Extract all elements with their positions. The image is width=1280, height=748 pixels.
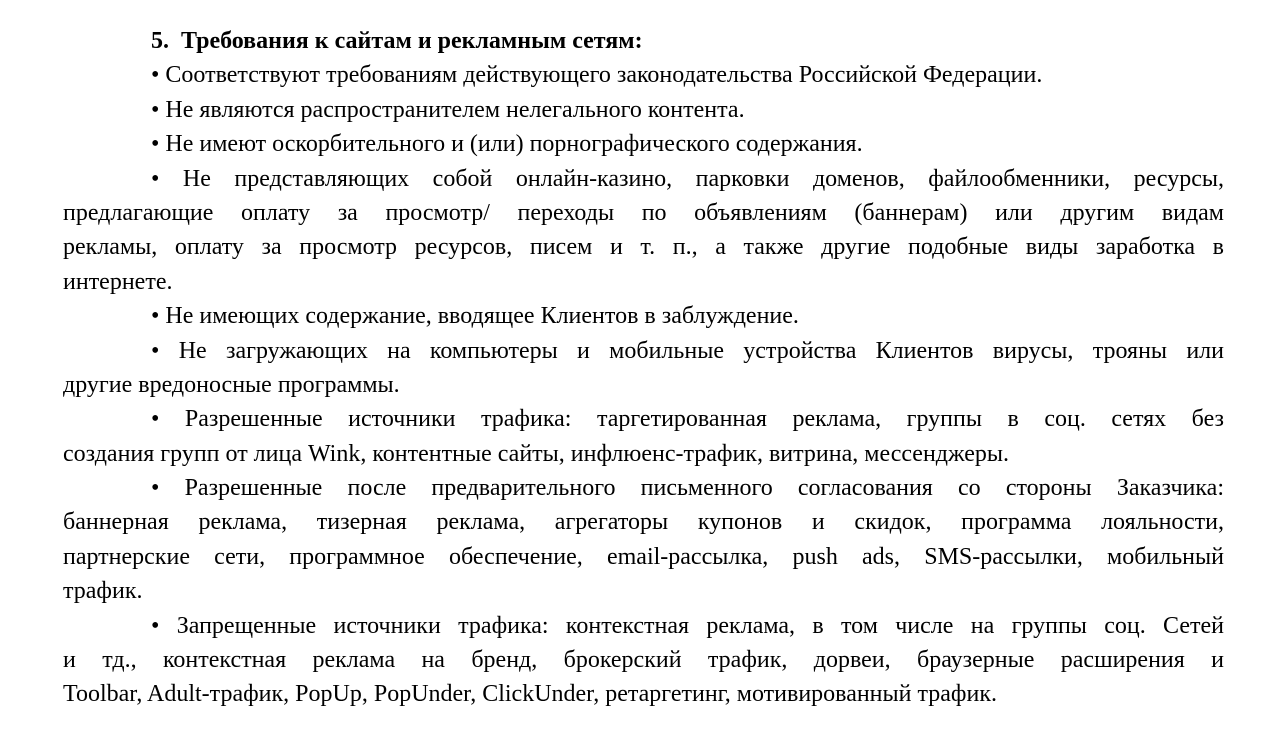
text-line: • Не являются распространителем нелегального контента.	[151, 96, 745, 123]
heading-line: 5. Требования к сайтам и рекламным сетям:	[151, 28, 643, 54]
bullet-item-forbidden-traffic	[63, 609, 1224, 712]
bullet-item-illegal-content	[63, 93, 1224, 127]
text-line: • Не имеющих содержание, вводящее Клиентов в заблуждение.	[151, 303, 799, 330]
text-line: • Запрещенные источники трафика: контекстная реклама, в том числе на группы соц. Сетей	[151, 612, 1224, 639]
text-line: • Разрешенные после предварительного письменного согласования со стороны Заказчика:	[151, 475, 1224, 502]
text-line: трафик.	[63, 578, 143, 605]
text-line: предлагающие оплату за просмотр/ переходы по объявлениям (баннерам) или другим видам	[63, 199, 1224, 226]
text-line: другие вредоносные программы.	[63, 371, 400, 398]
text-line: создания групп от лица Wink, контентные сайты, инфлюенс-трафик, витрина, мессенджеры.	[63, 440, 1010, 467]
bullet-item-legislation	[63, 58, 1224, 92]
text-line: и тд., контекстная реклама на бренд, брокерский трафик, дорвеи, браузерные расширения и	[63, 647, 1224, 674]
text-line: • Разрешенные источники трафика: таргетированная реклама, группы в соц. сетях без	[151, 406, 1224, 433]
bullet-item-malware	[63, 334, 1224, 403]
bullet-item-casino-parking	[63, 162, 1224, 300]
text-line: партнерские сети, программное обеспечение, email-рассылка, push ads, SMS-рассылки, мобильный	[63, 543, 1224, 570]
text-line: баннерная реклама, тизерная реклама, агрегаторы купонов и скидок, программа лояльности,	[63, 509, 1224, 536]
bullet-item-misleading-content	[63, 299, 1224, 333]
bullet-item-offensive-content	[63, 127, 1224, 161]
bullet-item-allowed-traffic	[63, 402, 1224, 471]
bullet-item-allowed-after-approval	[63, 471, 1224, 609]
text-line: рекламы, оплату за просмотр ресурсов, писем и т. п., а также другие подобные виды заработка в	[63, 234, 1224, 261]
text-line: • Соответствуют требованиям действующего законодательства Российской Федерации.	[151, 62, 1043, 89]
text-line: • Не имеют оскорбительного и (или) порнографического содержания.	[151, 131, 863, 158]
text-line: • Не загружающих на компьютеры и мобильные устройства Клиентов вирусы, трояны или	[151, 337, 1224, 364]
text-line: • Не представляющих собой онлайн-казино, парковки доменов, файлообменники, ресурсы,	[151, 165, 1224, 192]
section-heading	[63, 24, 1224, 58]
text-line: интернете.	[63, 268, 173, 295]
text-line: Toolbar, Adult-трафик, PopUp, PopUnder, ClickUnder, ретаргетинг, мотивированный трафик.	[63, 681, 997, 708]
